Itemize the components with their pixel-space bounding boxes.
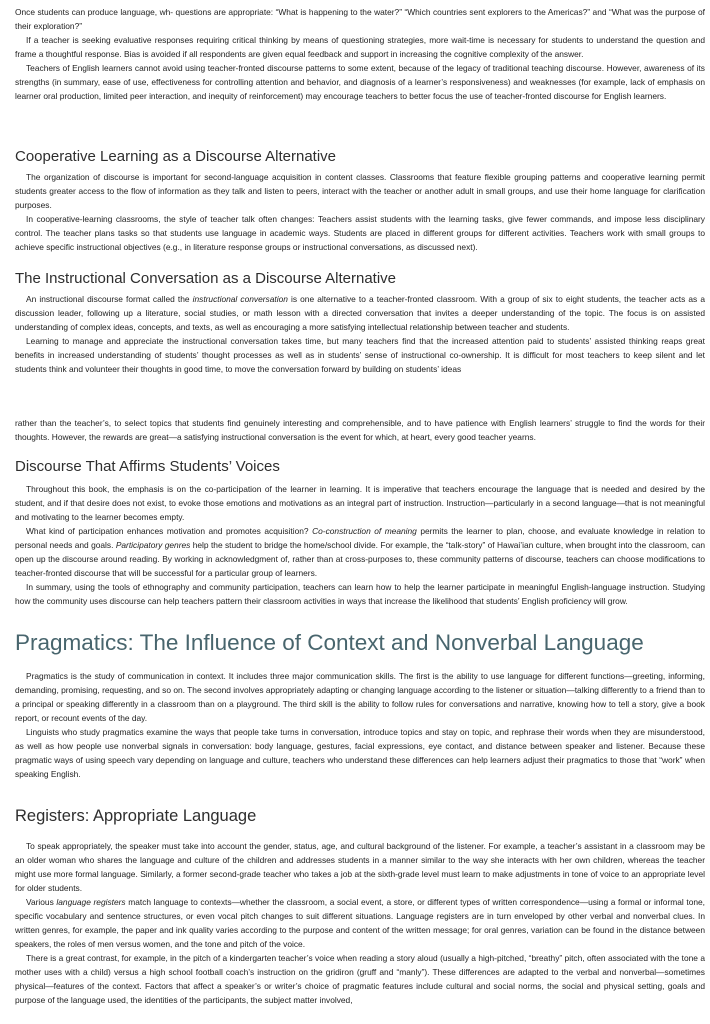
paragraph: rather than the teacher’s, to select topics that students find genuinely interesting and comprehensible, and to have patience with English learners’ struggle to find the words for their thoughts. However, the rewards are great—a satisfying instructional conversation is the event for which, at heart, every good teacher yearns. (15, 418, 705, 442)
paragraph: Pragmatics is the study of communication in context. It includes three major communication skills. The first is the ability to use language for different functions—greeting, informing, demanding, promising, requesting, and so on. The second involves appropriately adapting or changing language according to the listener or situation—talking differently to a friend than to a principal or speaking differently in a classroom than on a playground. The third skill is the ability to follow rules for conversations and narrative, knowing how to tell a story, give a book report, or recount events of the day. (15, 671, 705, 723)
chapter-heading: Pragmatics: The Influence of Context and Nonverbal Language (15, 630, 644, 655)
section-affirms-voices (15, 458, 705, 608)
paragraph: Once students can produce language, wh- questions are appropriate: “What is happening to the water?” “Which countries sent explorers to the Americas?” and “What was the purpose of their exploration?” (15, 7, 705, 31)
emphasis-term: language registers (56, 897, 126, 907)
paragraph: To speak appropriately, the speaker must take into account the gender, status, age, and cultural background of the listener. For example, a teacher’s assistant in a classroom may be an older woman who shares the language and culture of the children and addresses students in a manner similar to the way she interacts with her own children, whereas the teacher might use more formal language. Similarly, a former second-grade teacher who takes a job at the sixth-grade level must learn to make adjustments in tone of voice to an appropriate level for older students. (15, 841, 705, 893)
paragraph: What kind of participation enhances motivation and promotes acquisition? Co-construction of meaning permits the learner to plan, choose, and evaluate knowledge in relation to personal needs and goals. Participatory genres help the student to bridge the home/school divide. For example, the “talk-story” of Hawai’ian culture, when brought into the classroom, can open up the discourse around reading. By working in acknowledgment of, rather than at cross-purposes to, these community patterns of discourse, teachers can choose modifications to teacher-fronted discourse that will be successful for a particular group of learners. (15, 526, 706, 578)
paragraph: Linguists who study pragmatics examine the ways that people take turns in conversation, introduce topics and stay on topic, and rephrase their words when they are misunderstood, as well as how people use nonverbal signals in conversation: body language, gestures, facial expressions, eye contact, and distance between speaker and listener. Because these pragmatic ways of using speech vary depending on language and culture, teachers who understand these differences can help learners adjust their pragmatics to those that “work” when speaking English. (15, 727, 705, 779)
continued-text-block (15, 416, 705, 444)
section-registers (15, 806, 705, 1007)
section-heading: Registers: Appropriate Language (15, 807, 257, 825)
section-instructional-conversation (15, 270, 705, 376)
intro-text-block (15, 5, 705, 103)
paragraph: Teachers of English learners cannot avoid using teacher-fronted discourse patterns to some extent, because of the legacy of traditional teaching discourse. However, awareness of its strengths (in summary, ease of use, effectiveness for controlling attention and behavior, and diagnosis of a learner’s responsiveness) and weaknesses (for example, lack of emphasis on learner oral production, limited peer interaction, and inequity of reinforcement) may encourage teachers to better focus the use of teacher-fronted discourse for English learners. (15, 63, 705, 101)
paragraph: An instructional discourse format called the instructional conversation is one alternative to a teacher-fronted classroom. With a group of six to eight students, the teacher acts as a discussion leader, following up a literature, social studies, or math lesson with a directed conversation that invites a deeper understanding of the topic. The focus is on assisted understanding of complex ideas, concepts, and texts, as well as encouraging a more satisfying intellectual relationship between teacher and students. (15, 294, 705, 332)
section-cooperative-learning (15, 148, 705, 254)
paragraph: In cooperative-learning classrooms, the style of teacher talk often changes: Teachers assist students with the learning tasks, give fewer commands, and impose less disciplinary control. The teacher plans tasks so that students use language in academic ways. Students are placed in different groups for different activities. Teachers work with small groups to achieve specific instructional objectives (e.g., in literature response groups or instructional conversations, as discussed next). (15, 214, 705, 252)
section-heading: Cooperative Learning as a Discourse Alternative (15, 148, 337, 165)
emphasis-term: Co-construction of meaning (312, 526, 417, 536)
paragraph: In summary, using the tools of ethnography and community participation, teachers can learn how to help the learner participate in meaningful English-language instruction. Studying how the community uses discourse can help teachers pattern their classroom activities in ways that increase the likelihood that students’ English proficiency will grow. (15, 582, 705, 606)
section-heading: The Instructional Conversation as a Discourse Alternative (15, 270, 397, 287)
paragraph: The organization of discourse is important for second-language acquisition in content classes. Classrooms that feature flexible grouping patterns and cooperative learning permit students greater access to the flow of information as they talk and listen to peers, interact with the teacher or another adult in small groups, and use their home language for clarification purposes. (15, 172, 705, 210)
paragraph: Learning to manage and appreciate the instructional conversation takes time, but many teachers find that the increased attention paid to students’ assisted thinking reaps great benefits in increased understanding of students’ thought processes as well as in students’ sense of instructional co-ownership. It is difficult for most teachers to keep silent and let students think and volunteer their thoughts in good time, to move the conversation forward by building on students’ ideas (15, 336, 705, 374)
paragraph: There is a great contrast, for example, in the pitch of a kindergarten teacher’s voice when reading a story aloud (usually a high-pitched, “breathy” pitch, often associated with the tone a mother uses with a child) versus a high school football coach’s instruction on the gridiron (gruff and “manly”). These differences are adapted to the verbal and nonverbal—sometimes physical—features of the context. Factors that affect a speaker’s or writer’s choice of pragmatic features include cultural and social norms, the social and physical setting, goals and purpose of the language used, the identities of the participants, the subject matter involved, (15, 953, 705, 1005)
section-heading: Discourse That Affirms Students’ Voices (15, 458, 280, 475)
emphasis-term: Participatory genres (115, 540, 191, 550)
section-pragmatics (15, 630, 705, 781)
emphasis-term: instructional conversation (192, 294, 288, 304)
paragraph: Throughout this book, the emphasis is on the co-participation of the learner in learning. It is imperative that teachers encourage the language that is needed and desired by the student, and if that desire does not exist, to evoke those emotions and motivations as an integral part of instruction. Instruction—particularly in a second language—that is not meaningful and motivating to the learner becomes empty. (15, 484, 705, 522)
paragraph: Various language registers match language to contexts—whether the classroom, a social event, a store, or different types of written correspondence—using a formal or informal tone, specific vocabulary and sentence structures, or even vocal pitch changes to suit different situations. Language registers are in turn enveloped by other verbal and nonverbal clues. In written genres, for example, the paper and ink quality varies according to the purpose and content of the written message; for oral genres, variation can be found in the distance between speakers, the roles of men versus women, and the tone and pitch of the voice. (15, 897, 705, 949)
paragraph: If a teacher is seeking evaluative responses requiring critical thinking by means of questioning strategies, more wait-time is necessary for students to understand the question and frame a thoughtful response. Bias is avoided if all respondents are given equal feedback and support in increasing the cognitive complexity of the answer. (15, 35, 705, 59)
